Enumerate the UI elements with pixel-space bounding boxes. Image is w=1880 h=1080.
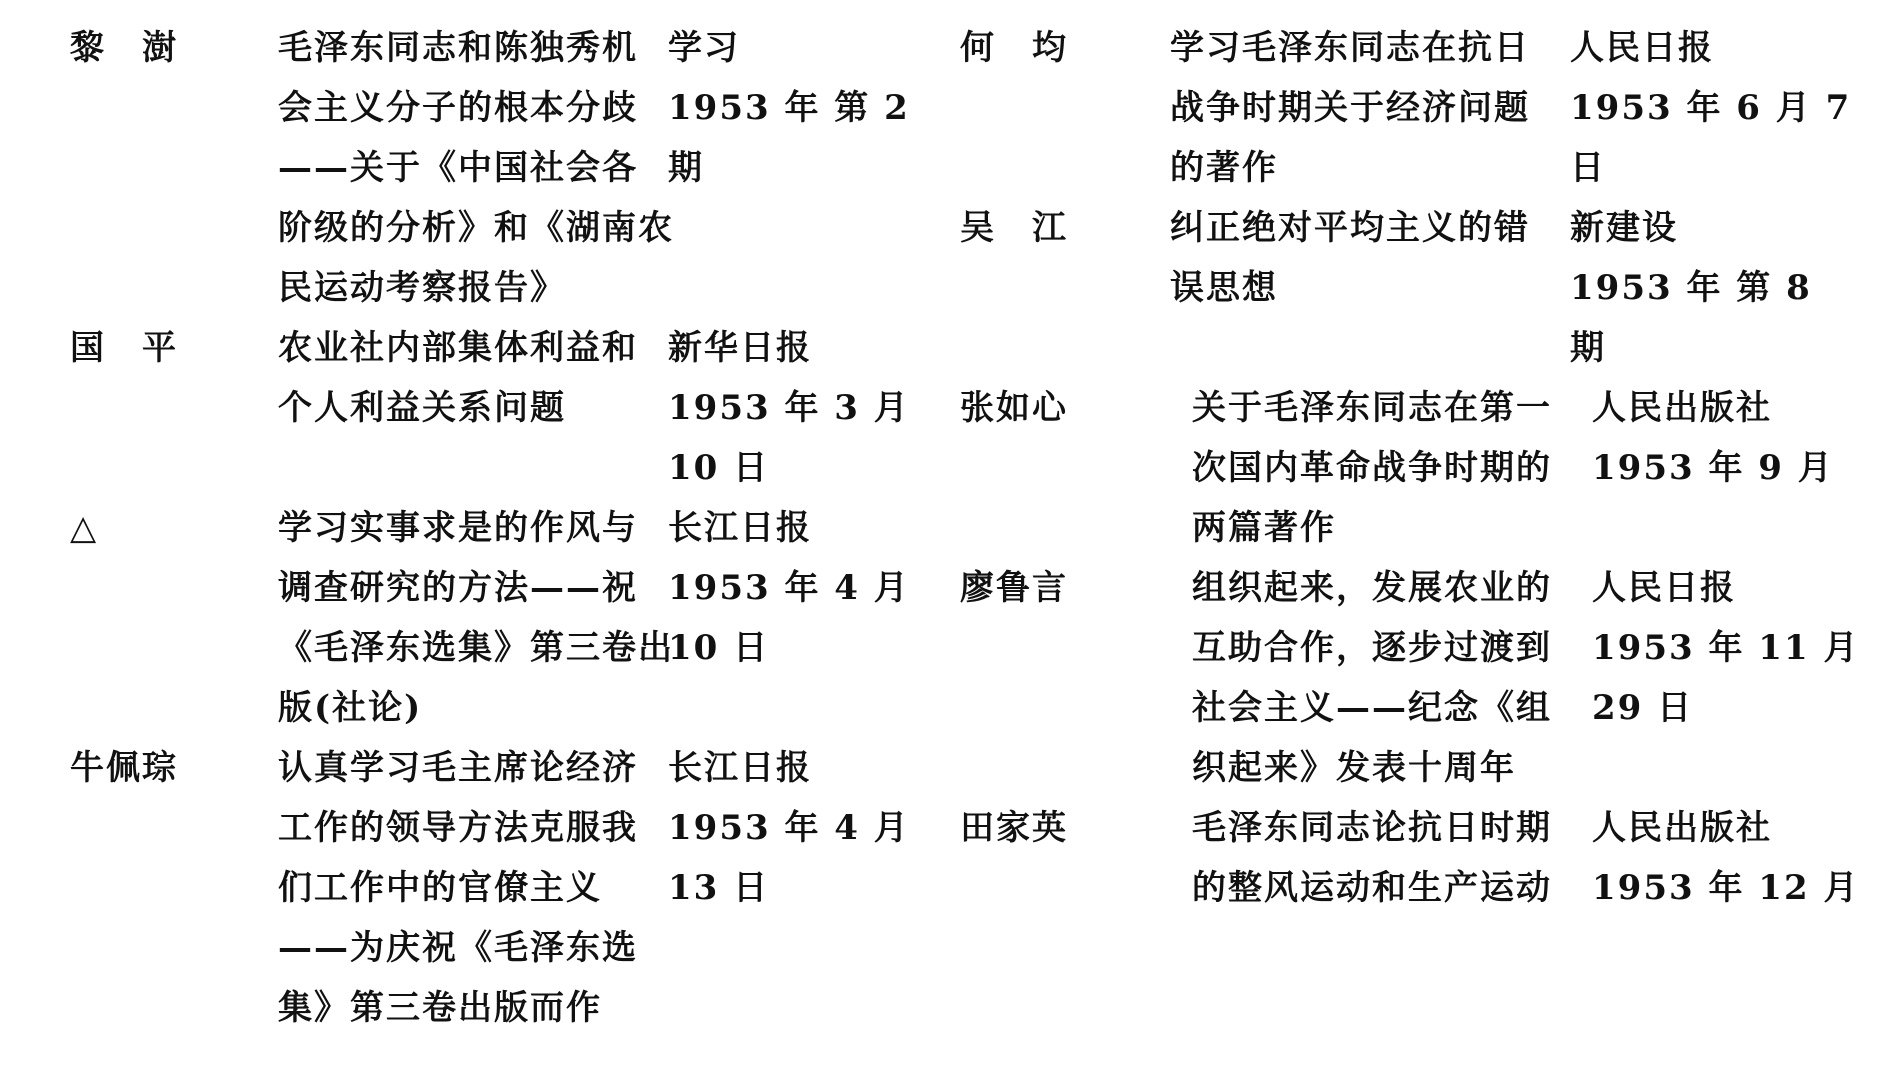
- entry-title: [278, 318, 668, 438]
- bibliography-entry: [70, 498, 908, 738]
- bibliography-entry: [70, 18, 908, 318]
- entry-source-line: 长江日报: [668, 748, 812, 788]
- entry-title: [1170, 198, 1570, 318]
- entry-title: [278, 498, 674, 738]
- entry-title-line: 农业社内部集体利益和: [278, 328, 638, 368]
- entry-source-line: 1953 年 4 月: [668, 808, 910, 848]
- entry-source-line: 1953 年 4 月: [668, 568, 910, 608]
- bibliography-entry: [70, 738, 908, 1038]
- entry-title-line: 毛泽东同志和陈独秀机: [278, 28, 638, 68]
- entry-source: [1592, 378, 1880, 498]
- entry-author: 吴 江: [960, 208, 1068, 248]
- entry-title-line: 学习毛泽东同志在抗日: [1170, 28, 1530, 68]
- entry-author: 国 平: [70, 328, 178, 368]
- entry-source-line: 长江日报: [668, 508, 812, 548]
- entry-source-line: 人民日报: [1570, 28, 1714, 68]
- entry-title-line: 误思想: [1170, 268, 1278, 308]
- entry-title-line: 们工作中的官僚主义: [278, 868, 602, 908]
- entry-source-line: 日: [1570, 148, 1606, 188]
- entry-title-line: 会主义分子的根本分歧: [278, 88, 638, 128]
- entry-source-line: 1953 年 11 月: [1592, 628, 1860, 668]
- entry-title-line: 社会主义——纪念《组: [1192, 688, 1552, 728]
- entry-author: 廖鲁言: [960, 568, 1068, 608]
- entry-source: [1570, 18, 1860, 198]
- entry-source-line: 人民出版社: [1592, 388, 1772, 428]
- entry-source-line: 1953 年 9 月: [1592, 448, 1834, 488]
- entry-author: 田家英: [960, 808, 1068, 848]
- entry-source: [1570, 198, 1860, 378]
- entry-author: △: [70, 508, 99, 548]
- entry-title-line: 战争时期关于经济问题: [1170, 88, 1530, 128]
- entry-title-line: 学习实事求是的作风与: [278, 508, 638, 548]
- entry-author: 牛佩琮: [70, 748, 178, 788]
- entry-author: 张如心: [960, 388, 1068, 428]
- entry-author: 何 均: [960, 28, 1068, 68]
- bibliography-entry: [960, 18, 1880, 198]
- entry-source-line: 1953 年 3 月: [668, 388, 910, 428]
- entry-title: [1170, 798, 1592, 918]
- entry-title-line: 毛泽东同志论抗日时期: [1192, 808, 1552, 848]
- entry-title-line: 互助合作，逐步过渡到: [1192, 628, 1552, 668]
- entry-title-line: 组织起来，发展农业的: [1192, 568, 1552, 608]
- entry-title: [1170, 18, 1570, 198]
- bibliography-entry: [960, 198, 1880, 378]
- entry-title-line: 版(社论): [278, 688, 423, 728]
- entry-source-line: 1953 年 第 2: [668, 88, 910, 128]
- entry-source-line: 新建设: [1570, 208, 1678, 248]
- entry-title-line: 纠正绝对平均主义的错: [1170, 208, 1530, 248]
- entry-title-line: 关于毛泽东同志在第一: [1192, 388, 1552, 428]
- bibliography-entry: [960, 558, 1880, 798]
- entry-source-line: 10 日: [668, 628, 770, 668]
- entry-title: [1170, 558, 1592, 798]
- entry-title-line: 工作的领导方法克服我: [278, 808, 638, 848]
- entry-title-line: 集》第三卷出版而作: [278, 988, 602, 1028]
- entry-source-line: 人民日报: [1592, 568, 1736, 608]
- entry-title-line: 认真学习毛主席论经济: [278, 748, 638, 788]
- entry-title-line: 的整风运动和生产运动: [1192, 868, 1552, 908]
- entry-title: [278, 18, 674, 318]
- entry-source-line: 人民出版社: [1592, 808, 1772, 848]
- entry-source-line: 29 日: [1592, 688, 1694, 728]
- bibliography-entry: [960, 378, 1880, 558]
- entry-title-line: 织起来》发表十周年: [1192, 748, 1516, 788]
- entry-source-line: 期: [1570, 328, 1606, 368]
- entry-title-line: 民运动考察报告》: [278, 268, 566, 308]
- entry-source-line: 13 日: [668, 868, 770, 908]
- entry-source-line: 1953 年 12 月: [1592, 868, 1860, 908]
- entry-title-line: 两篇著作: [1192, 508, 1336, 548]
- entry-source: [1592, 798, 1880, 918]
- entry-title-line: ——为庆祝《毛泽东选: [278, 928, 638, 968]
- entry-author: 黎 澍: [70, 28, 178, 68]
- entry-source: [668, 318, 908, 498]
- entry-source-line: 1953 年 6 月 7: [1570, 88, 1852, 128]
- entry-source-line: 1953 年 第 8: [1570, 268, 1812, 308]
- entry-title-line: 调查研究的方法——祝: [278, 568, 638, 608]
- entry-title-line: 《毛泽东选集》第三卷出: [278, 628, 674, 668]
- entry-title-line: 的著作: [1170, 148, 1278, 188]
- entry-source-line: 期: [668, 148, 704, 188]
- left-column: [70, 18, 908, 1038]
- entry-title-line: 个人利益关系问题: [278, 388, 566, 428]
- entry-source: [1592, 558, 1880, 738]
- entry-source: [668, 18, 908, 198]
- entry-title-line: ——关于《中国社会各: [278, 148, 638, 188]
- bibliography-entry: [70, 318, 908, 498]
- entry-source-line: 学习: [668, 28, 740, 68]
- entry-title: [1170, 378, 1592, 558]
- bibliography-entry: [960, 798, 1880, 918]
- entry-source: [668, 738, 908, 918]
- right-column: [960, 18, 1880, 918]
- entry-source-line: 10 日: [668, 448, 770, 488]
- entry-title-line: 阶级的分析》和《湖南农: [278, 208, 674, 248]
- entry-source: [668, 498, 908, 678]
- entry-source-line: 新华日报: [668, 328, 812, 368]
- entry-title-line: 次国内革命战争时期的: [1192, 448, 1552, 488]
- entry-title: [278, 738, 668, 1038]
